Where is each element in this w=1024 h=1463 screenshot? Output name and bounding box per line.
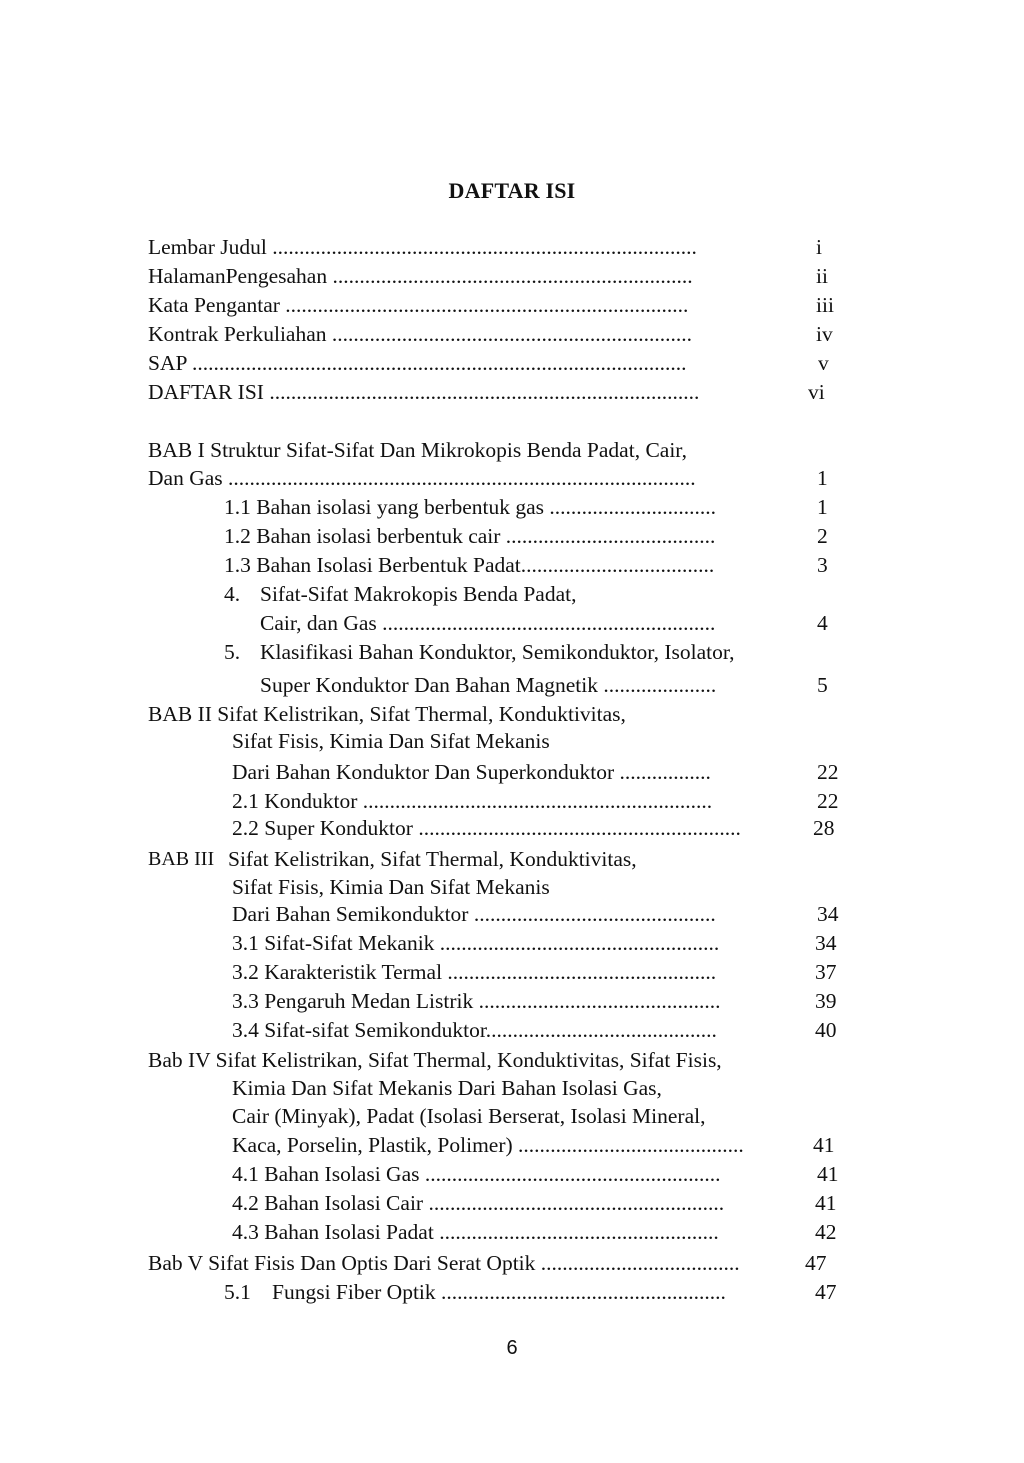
toc-entry-page: 22 bbox=[817, 789, 839, 813]
toc-chapter-heading: Cair (Minyak), Padat (Isolasi Berserat, Isolasi Mineral, bbox=[232, 1104, 706, 1128]
toc-entry-page: 1 bbox=[817, 495, 828, 519]
toc-item-number: 5. bbox=[224, 640, 241, 664]
toc-entry-text: 1.1 Bahan isolasi yang berbentuk gas ............................... bbox=[224, 495, 717, 519]
toc-entry-page: 5 bbox=[817, 673, 828, 697]
toc-entry-text: Klasifikasi Bahan Konduktor, Semikonduktor, Isolator, bbox=[260, 640, 735, 664]
toc-entry-page: 47 bbox=[815, 1280, 837, 1304]
toc-item-number: 4. bbox=[224, 582, 241, 606]
toc-entry-text: Dari Bahan Konduktor Dan Superkonduktor ................. bbox=[232, 760, 711, 784]
toc-entry-page: 28 bbox=[813, 816, 835, 840]
toc-entry-text: HalamanPengesahan ................................................................... bbox=[148, 264, 693, 288]
toc-entry-page: vi bbox=[808, 380, 825, 404]
toc-chapter-heading: Sifat Fisis, Kimia Dan Sifat Mekanis bbox=[232, 875, 550, 899]
toc-entry-text: 3.2 Karakteristik Termal .................................................. bbox=[232, 960, 717, 984]
toc-entry-text: Kontrak Perkuliahan ................................................................... bbox=[148, 322, 693, 346]
toc-entry-page: 34 bbox=[817, 902, 839, 926]
toc-entry-page: 47 bbox=[805, 1251, 827, 1275]
toc-entry-page: iii bbox=[816, 293, 834, 317]
toc-chapter-heading: Sifat Fisis, Kimia Dan Sifat Mekanis bbox=[232, 729, 550, 753]
toc-entry-page: 40 bbox=[815, 1018, 837, 1042]
toc-entry-page: i bbox=[816, 235, 822, 259]
toc-entry-page: 34 bbox=[815, 931, 837, 955]
toc-entry-text: Kata Pengantar ........................................................................... bbox=[148, 293, 689, 317]
toc-entry-text: 4.3 Bahan Isolasi Padat .................................................... bbox=[232, 1220, 719, 1244]
toc-entry-text: Kaca, Porselin, Plastik, Polimer) .......................................... bbox=[232, 1133, 744, 1157]
toc-entry-text: 4.1 Bahan Isolasi Gas ....................................................... bbox=[232, 1162, 721, 1186]
toc-chapter-heading: Bab V Sifat Fisis Dan Optis Dari Serat Optik ..................................... bbox=[148, 1251, 740, 1275]
toc-chapter-heading: BAB II Sifat Kelistrikan, Sifat Thermal, Konduktivitas, bbox=[148, 702, 626, 726]
toc-entry-text: 1.2 Bahan isolasi berbentuk cair ....................................... bbox=[224, 524, 716, 548]
toc-entry-page: 1 bbox=[817, 466, 828, 490]
toc-entry-text: Cair, dan Gas .............................................................. bbox=[260, 611, 716, 635]
toc-entry-page: 3 bbox=[817, 553, 828, 577]
page-title: DAFTAR ISI bbox=[448, 178, 576, 203]
toc-entry-page: 2 bbox=[817, 524, 828, 548]
toc-chapter-heading: BAB I Struktur Sifat-Sifat Dan Mikrokopis Benda Padat, Cair, bbox=[148, 438, 687, 462]
page-number: 6 bbox=[506, 1337, 518, 1359]
toc-entry-page: 41 bbox=[817, 1162, 839, 1186]
toc-chapter-prefix: BAB III bbox=[148, 848, 215, 870]
toc-entry-text: 1.3 Bahan Isolasi Berbentuk Padat.................................... bbox=[224, 553, 715, 577]
toc-entry-text: 2.1 Konduktor ................................................................. bbox=[232, 789, 713, 813]
toc-entry-text: Fungsi Fiber Optik ..................................................... bbox=[272, 1280, 726, 1304]
toc-entry-page: 39 bbox=[815, 989, 837, 1013]
toc-entry-text: 3.3 Pengaruh Medan Listrik ............................................. bbox=[232, 989, 721, 1013]
toc-entry-page: 41 bbox=[815, 1191, 837, 1215]
toc-entry-text: 4.2 Bahan Isolasi Cair ....................................................... bbox=[232, 1191, 725, 1215]
toc-entry-text: Sifat-Sifat Makrokopis Benda Padat, bbox=[260, 582, 577, 606]
toc-entry-page: 37 bbox=[815, 960, 837, 984]
toc-entry-page: ii bbox=[816, 264, 828, 288]
toc-entry-text: DAFTAR ISI ................................................................................ bbox=[148, 380, 700, 404]
toc-entry-text: Super Konduktor Dan Bahan Magnetik ..................... bbox=[260, 673, 717, 697]
toc-entry-text: 2.2 Super Konduktor ............................................................ bbox=[232, 816, 741, 840]
toc-entry-text: Dari Bahan Semikonduktor ............................................. bbox=[232, 902, 716, 926]
toc-entry-text: SAP ............................................................................................ bbox=[148, 351, 687, 375]
toc-entry-page: 41 bbox=[813, 1133, 835, 1157]
toc-entry-page: v bbox=[818, 351, 829, 375]
toc-chapter-heading: Bab IV Sifat Kelistrikan, Sifat Thermal, Konduktivitas, Sifat Fisis, bbox=[148, 1048, 722, 1072]
toc-entry-text: 3.1 Sifat-Sifat Mekanik .................................................... bbox=[232, 931, 720, 955]
toc-entry-page: iv bbox=[816, 322, 833, 346]
toc-entry-text: Dan Gas ....................................................................................... bbox=[148, 466, 696, 490]
toc-item-number: 5.1 bbox=[224, 1280, 251, 1304]
toc-entry-text: 3.4 Sifat-sifat Semikonduktor........................................... bbox=[232, 1018, 717, 1042]
toc-chapter-heading: Kimia Dan Sifat Mekanis Dari Bahan Isolasi Gas, bbox=[232, 1076, 662, 1100]
toc-entry-text: Lembar Judul ............................................................................... bbox=[148, 235, 697, 259]
toc-entry-page: 4 bbox=[817, 611, 828, 635]
toc-chapter-heading: Sifat Kelistrikan, Sifat Thermal, Konduktivitas, bbox=[228, 847, 637, 871]
toc-entry-page: 42 bbox=[815, 1220, 837, 1244]
toc-entry-page: 22 bbox=[817, 760, 839, 784]
